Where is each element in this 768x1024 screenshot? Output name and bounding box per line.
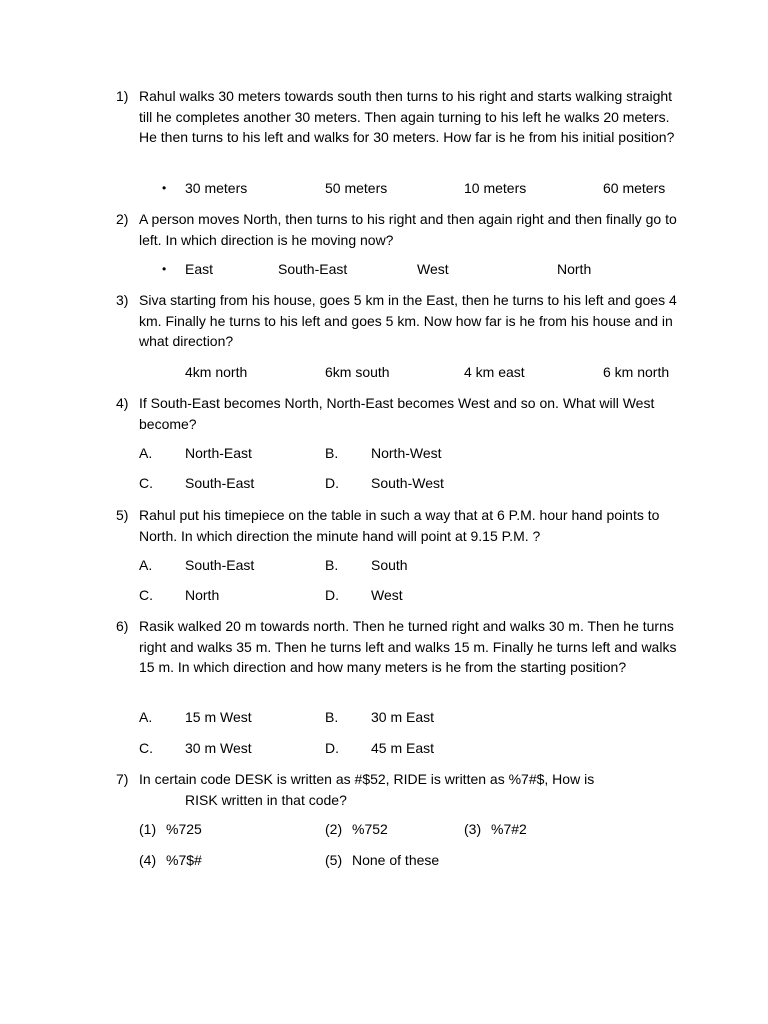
question-2 — [116, 209, 686, 250]
option-label: (5) — [325, 852, 343, 868]
option: South-West — [371, 475, 444, 491]
option: South-East — [185, 475, 255, 491]
option-label: A. — [139, 557, 153, 573]
option: North — [185, 587, 220, 603]
option-label: D. — [325, 740, 339, 756]
option: South — [371, 557, 408, 573]
options-row — [0, 473, 768, 493]
option: West — [371, 587, 403, 603]
options-row — [0, 585, 768, 605]
option-label: C. — [139, 740, 153, 756]
question-7 — [116, 769, 686, 810]
question-text: Rahul put his timepiece on the table in such a way that at 6 P.M. hour hand points to North. In which direction the minute hand will point at 9.15 P.M. ? — [139, 507, 660, 544]
option-label: D. — [325, 475, 339, 491]
option: 30 m East — [371, 709, 435, 725]
option-label: A. — [139, 445, 153, 461]
option: 45 m East — [371, 740, 435, 756]
option-label: (4) — [139, 852, 157, 868]
option: South-East — [278, 261, 348, 277]
question-text — [139, 769, 686, 810]
question-text: Rahul walks 30 meters towards south then turns to his right and starts walking straight till he completes another 30 meters. Then again turning to his left he walks 20 meters. He then turns to his left and walks for 30 meters. How far is he from his initial position? — [139, 88, 675, 145]
option: East — [185, 261, 214, 277]
question-4 — [116, 393, 686, 434]
option: 6 km north — [603, 364, 670, 380]
question-6 — [116, 616, 686, 678]
option: %7#2 — [491, 821, 527, 837]
question-1 — [116, 86, 686, 148]
question-text: A person moves North, then turns to his right and then again right and then finally go to left. In which direction is he moving now? — [139, 211, 677, 248]
option: North — [557, 261, 592, 277]
option: 6km south — [325, 364, 390, 380]
question-number: 5) — [116, 507, 129, 523]
options-row — [0, 178, 768, 198]
question-number: 6) — [116, 618, 129, 634]
option-label: B. — [325, 445, 339, 461]
options-row — [0, 850, 768, 870]
options-row — [0, 738, 768, 758]
option-label: C. — [139, 475, 153, 491]
options-row — [0, 362, 768, 382]
question-number: 1) — [116, 88, 129, 104]
option: 30 m West — [185, 740, 252, 756]
options-row — [0, 555, 768, 575]
option-label: A. — [139, 709, 153, 725]
option: %725 — [166, 821, 202, 837]
question-number: 4) — [116, 395, 129, 411]
option: 60 meters — [603, 180, 666, 196]
options-row — [0, 707, 768, 727]
option-label: B. — [325, 557, 339, 573]
question-number: 3) — [116, 292, 129, 308]
question-text-line: RISK written in that code? — [185, 791, 347, 808]
options-row — [0, 259, 768, 279]
question-number: 2) — [116, 211, 129, 227]
question-5 — [116, 505, 686, 546]
option: %7$# — [166, 852, 202, 868]
option-label: (3) — [464, 821, 482, 837]
question-number: 7) — [116, 771, 129, 787]
question-text-line: In certain code DESK is written as #$52, RIDE is written as %7#$, How is — [139, 771, 595, 787]
option: South-East — [185, 557, 255, 573]
option: North-West — [371, 445, 442, 461]
option: 15 m West — [185, 709, 252, 725]
option-label: C. — [139, 587, 153, 603]
option: 50 meters — [325, 180, 388, 196]
option: None of these — [352, 852, 440, 868]
question-text: Siva starting from his house, goes 5 km in the East, then he turns to his left and goes 4 km. Finally he turns to his left and goes 5 km. Now how far is he from his house and in what direction? — [139, 292, 677, 349]
option: West — [417, 261, 449, 277]
question-3 — [116, 290, 686, 352]
option-label: (2) — [325, 821, 343, 837]
bullet-icon: • — [162, 181, 167, 195]
question-text: If South-East becomes North, North-East becomes West and so on. What will West become? — [139, 395, 655, 432]
option: %752 — [352, 821, 388, 837]
option-label: B. — [325, 709, 339, 725]
option: North-East — [185, 445, 252, 461]
option: 30 meters — [185, 180, 248, 196]
option: 4km north — [185, 364, 248, 380]
option-label: D. — [325, 587, 339, 603]
options-row — [0, 443, 768, 463]
option: 10 meters — [464, 180, 527, 196]
options-row — [0, 819, 768, 839]
option: 4 km east — [464, 364, 525, 380]
bullet-icon: • — [162, 262, 167, 276]
question-text: Rasik walked 20 m towards north. Then he turned right and walks 30 m. Then he turns right and walks 35 m. Then he turns left and walks 15 m. Finally he turns left and walks 15 m. In which direction and how many meters is he from the starting position? — [139, 618, 677, 675]
option-label: (1) — [139, 821, 157, 837]
